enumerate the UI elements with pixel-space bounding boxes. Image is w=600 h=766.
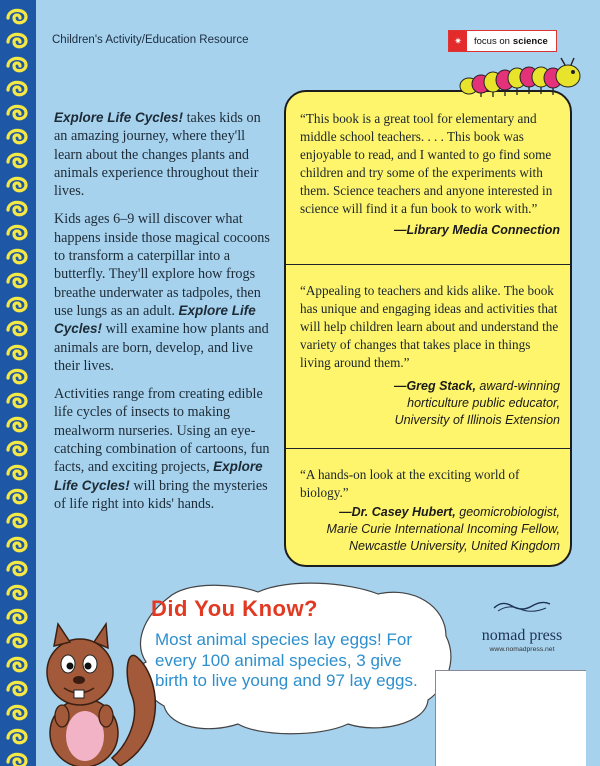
badge-bold: science	[512, 35, 548, 47]
review-3-attribution: —Dr. Casey Hubert, geomicrobiologist, Marie Curie International Incoming Fellow, Newcastle University, United Kingdom	[326, 505, 560, 553]
publisher-logo	[464, 598, 580, 653]
divider	[286, 264, 570, 265]
intro-paragraph-3: Activities range from creating edible life cycles of insects to making mealworm nurseries. Using an eye-catching combination of cartoons, fun facts, and exciting projects, Explore Life Cycles! will bring the mysteries of life right into kids' hands.	[54, 386, 270, 512]
review-2-text: “Appealing to teachers and kids alike. The book has unique and engaging ideas and activities that will help children learn about and understand the variety of changes that takes place in things living around them.”	[300, 283, 559, 370]
caterpillar-illustration	[455, 56, 585, 98]
publisher-name: nomad press	[481, 627, 563, 644]
review-1-text: “This book is a great tool for elementary and middle school teachers. . . . This book was enjoyable to read, and I wanted to go find some children and try some of the experiments with them. Science teachers and anyone interested in science will find it a fun book to work with.”	[300, 111, 553, 216]
intro-paragraph-1: Explore Life Cycles! takes kids on an amazing journey, where they'll learn about the changes plants and animals experience throughout their lives.	[54, 110, 261, 200]
did-you-know-title: Did You Know?	[151, 596, 318, 621]
wave-icon	[492, 598, 552, 612]
review-1-source: —Library Media Connection	[394, 223, 560, 237]
atom-icon: ✷	[449, 31, 467, 51]
review-3-text: “A hands-on look at the exciting world of biology.”	[300, 467, 520, 500]
badge-prefix: focus on	[474, 35, 510, 47]
category-label: Children's Activity/Education Resource	[52, 34, 249, 46]
review-2-attribution: —Greg Stack, award-winning horticulture public educator, University of Illinois Extension	[393, 379, 560, 427]
review-2	[300, 282, 560, 429]
intro-paragraph-2: Kids ages 6–9 will discover what happens inside those magical cocoons to transform a caterpillar into a butterfly. They'll explore how frogs breathe underwater as tadpoles, then use lungs as an adult. Explore Life Cycles! will examine how plants and animals are born, develop, and live their lives.	[54, 211, 270, 374]
did-you-know-fact: Most animal species lay eggs! For every 100 animal species, 3 give birth to live young and 97 lay eggs.	[155, 630, 418, 690]
publisher-url: www.nomadpress.net	[489, 646, 555, 653]
focus-on-science-badge	[448, 30, 557, 52]
divider	[286, 448, 570, 449]
review-3	[300, 466, 560, 555]
barcode-area	[435, 670, 586, 766]
review-1	[300, 110, 560, 239]
intro-text	[54, 109, 274, 523]
squirrel-illustration	[28, 618, 160, 766]
